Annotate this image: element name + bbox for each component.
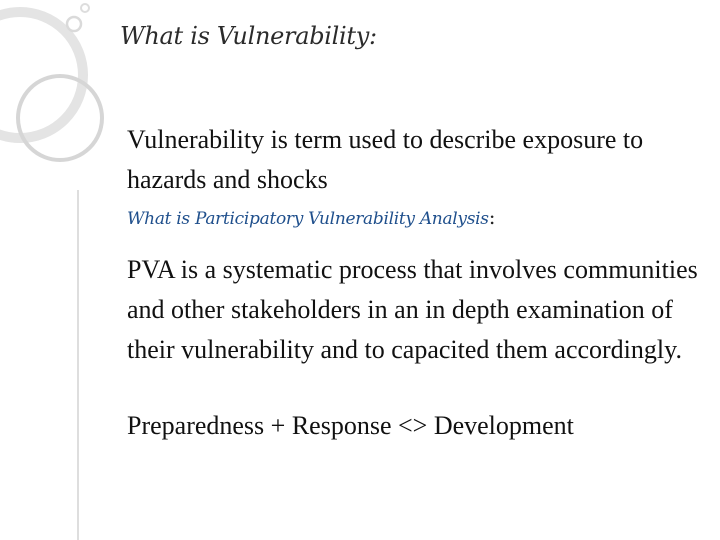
subheading-text: What is Participatory Vulnerability Analysis xyxy=(127,209,489,229)
subheading-pva xyxy=(127,205,495,229)
small-ring xyxy=(67,17,81,31)
subheading-colon: : xyxy=(488,205,496,229)
paragraph-preparedness: Preparedness + Response <> Development xyxy=(127,411,574,440)
paragraph-vulnerability: Vulnerability is term used to describe exposure to hazards and shocks xyxy=(127,125,644,194)
paragraph-pva: PVA is a systematic process that involves communities and other stakeholders in an in depth examination of their vulnerability and to capacited them accordingly. xyxy=(127,255,698,364)
slide-title: What is Vulnerability: xyxy=(120,22,377,50)
tiny-ring xyxy=(81,4,89,12)
